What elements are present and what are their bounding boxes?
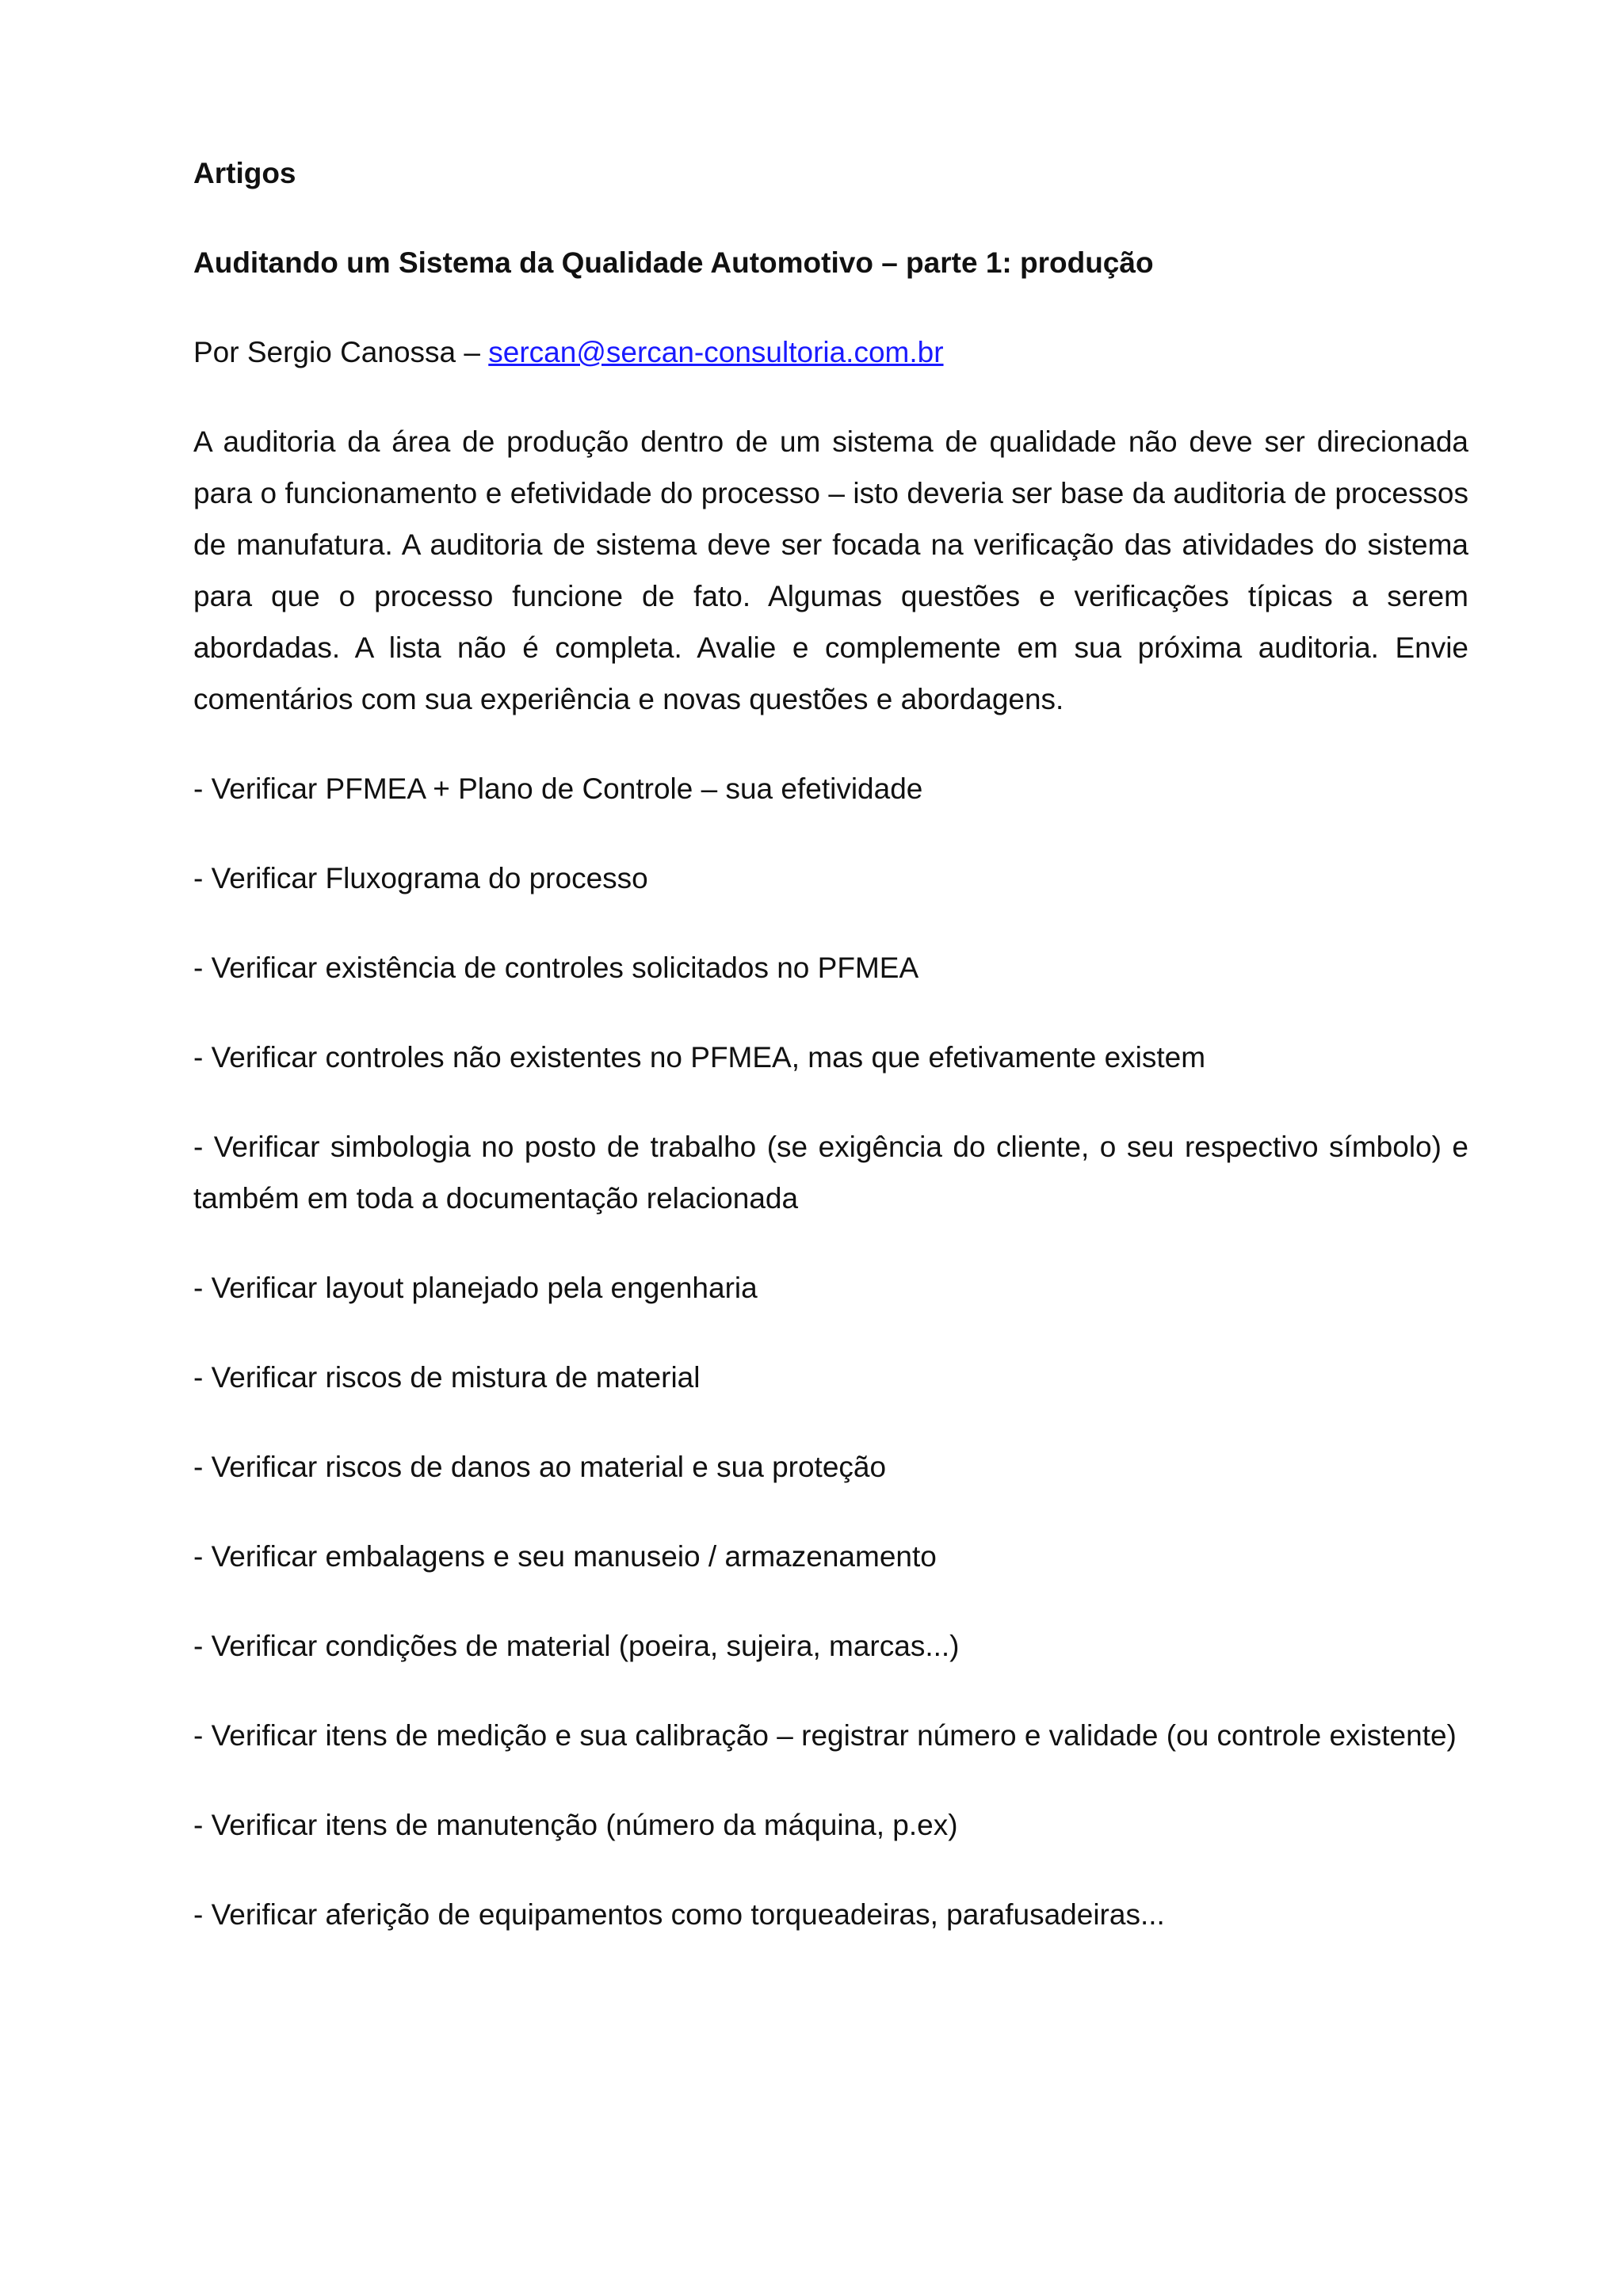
list-item: - Verificar simbologia no posto de trabalho (se exigência do cliente, o seu respectivo símbolo) e também em toda a documentação relacionada <box>193 1131 1468 1215</box>
article-title: Auditando um Sistema da Qualidade Automotivo – parte 1: produção <box>193 246 1154 279</box>
list-item: - Verificar Fluxograma do processo <box>193 862 648 894</box>
list-item: - Verificar itens de manutenção (número da máquina, p.ex) <box>193 1809 958 1841</box>
intro-paragraph: A auditoria da área de produção dentro de um sistema de qualidade não deve ser direcionada para o funcionamento e efetividade do processo – isto deveria ser base da auditoria de processos de manufatura. A auditoria de sistema deve ser focada na verificação das atividades do sistema para que o processo funcione de fato. Algumas questões e verificações típicas a serem abordadas. A lista não é completa. Avalie e complemente em sua próxima auditoria. Envie comentários com sua experiência e novas questões e abordagens. <box>193 425 1468 715</box>
list-item: - Verificar controles não existentes no PFMEA, mas que efetivamente existem <box>193 1041 1206 1074</box>
list-item: - Verificar layout planejado pela engenharia <box>193 1272 758 1304</box>
list-item: - Verificar riscos de danos ao material e sua proteção <box>193 1451 887 1483</box>
byline-prefix: Por Sergio Canossa – <box>193 336 489 368</box>
list-item: - Verificar aferição de equipamentos como torqueadeiras, parafusadeiras... <box>193 1898 1165 1931</box>
byline <box>193 326 1468 378</box>
list-item: - Verificar PFMEA + Plano de Controle – sua efetividade <box>193 772 923 805</box>
list-item: - Verificar condições de material (poeira, sujeira, marcas...) <box>193 1630 960 1662</box>
list-item: - Verificar existência de controles solicitados no PFMEA <box>193 952 919 984</box>
list-item: - Verificar itens de medição e sua calibração – registrar número e validade (ou controle existente) <box>193 1719 1457 1752</box>
section-label: Artigos <box>193 157 296 189</box>
list-item: - Verificar riscos de mistura de material <box>193 1361 701 1394</box>
list-item: - Verificar embalagens e seu manuseio / armazenamento <box>193 1540 937 1573</box>
author-email-link[interactable]: sercan@sercan-consultoria.com.br <box>488 336 944 368</box>
document-body <box>193 147 1468 1978</box>
